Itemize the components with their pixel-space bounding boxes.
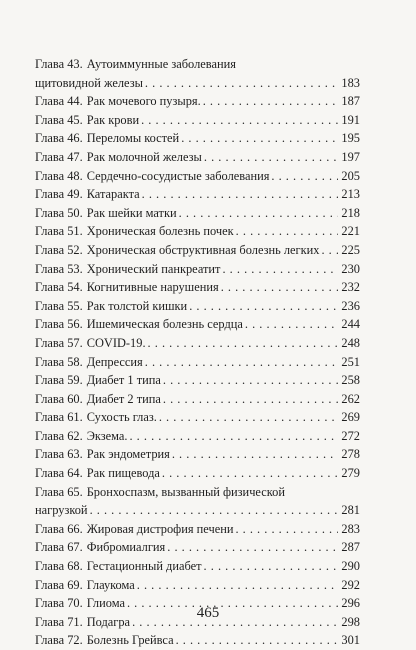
chapter-title: Аутоиммунные заболевания xyxy=(86,57,236,71)
chapter-page: 301 xyxy=(341,633,360,648)
chapter-title: Болезнь Грейвса xyxy=(86,633,174,648)
dot-leader xyxy=(176,631,338,650)
dot-leader xyxy=(222,260,338,279)
chapter-label: Глава 50. xyxy=(35,205,83,220)
toc-line xyxy=(35,501,360,520)
chapter-label: Глава 45. xyxy=(35,112,83,127)
chapter-title: Когнитивные нарушения xyxy=(86,280,219,295)
chapter-label: Глава 62. xyxy=(35,428,83,443)
chapter-title: Рак пищевода xyxy=(86,466,160,481)
toc-line xyxy=(35,241,360,260)
table-of-contents xyxy=(35,55,360,650)
toc-entry xyxy=(35,92,360,111)
chapter-page: 218 xyxy=(341,205,360,220)
dot-leader xyxy=(141,111,338,130)
toc-entry xyxy=(35,241,360,260)
toc-line xyxy=(35,631,360,650)
chapter-title: Рак эндометрия xyxy=(86,447,170,462)
toc-entry xyxy=(35,427,360,446)
toc-line xyxy=(35,74,360,93)
chapter-title-continued: щитовидной железы xyxy=(35,75,143,90)
dot-leader xyxy=(181,129,338,148)
chapter-label: Глава 60. xyxy=(35,391,83,406)
toc-line xyxy=(35,390,360,409)
dot-leader xyxy=(203,92,338,111)
chapter-title: Переломы костей xyxy=(86,131,180,146)
toc-entry xyxy=(35,483,360,520)
chapter-page: 251 xyxy=(341,354,360,369)
toc-entry xyxy=(35,204,360,223)
toc-entry xyxy=(35,353,360,372)
toc-entry xyxy=(35,167,360,186)
chapter-title: Диабет 2 типа xyxy=(86,391,161,406)
chapter-title: Бронхоспазм, вызванный физической xyxy=(86,484,285,499)
chapter-label: Глава 65. xyxy=(35,484,83,499)
toc-line xyxy=(35,353,360,372)
dot-leader xyxy=(162,464,338,483)
chapter-title: Рак молочной железы xyxy=(86,149,202,164)
toc-line xyxy=(35,129,360,148)
dot-leader xyxy=(271,167,338,186)
toc-entry xyxy=(35,315,360,334)
dot-leader xyxy=(137,576,338,595)
chapter-title: Глиома xyxy=(86,596,125,611)
toc-line xyxy=(35,334,360,353)
chapter-page: 292 xyxy=(341,577,360,592)
chapter-label: Глава 58. xyxy=(35,354,83,369)
chapter-page: 272 xyxy=(341,428,360,443)
dot-leader xyxy=(167,538,338,557)
toc-line xyxy=(35,92,360,111)
toc-line xyxy=(35,557,360,576)
chapter-page: 290 xyxy=(341,559,360,574)
chapter-label: Глава 71. xyxy=(35,614,83,629)
toc-line xyxy=(35,576,360,595)
toc-entry xyxy=(35,371,360,390)
chapter-label: Глава 66. xyxy=(35,521,83,536)
chapter-page: 298 xyxy=(341,614,360,629)
toc-entry xyxy=(35,334,360,353)
chapter-page: 279 xyxy=(341,466,360,481)
toc-line xyxy=(35,464,360,483)
chapter-title: Диабет 1 типа xyxy=(86,373,161,388)
dot-leader xyxy=(142,185,338,204)
page-number: 465 xyxy=(196,605,220,621)
chapter-label: Глава 53. xyxy=(35,261,83,276)
dot-leader xyxy=(163,371,338,390)
toc-entry xyxy=(35,55,360,92)
toc-line xyxy=(35,483,360,502)
chapter-label: Глава 44. xyxy=(35,94,83,109)
toc-entry xyxy=(35,557,360,576)
chapter-page: 230 xyxy=(341,261,360,276)
chapter-label: Глава 63. xyxy=(35,447,83,462)
chapter-label: Глава 46. xyxy=(35,131,83,146)
chapter-page: 195 xyxy=(341,131,360,146)
chapter-page: 296 xyxy=(341,596,360,611)
chapter-page: 244 xyxy=(341,317,360,332)
chapter-page: 191 xyxy=(341,112,360,127)
chapter-title: Сухость глаз. xyxy=(86,410,157,425)
chapter-label: Глава 72. xyxy=(35,633,83,648)
chapter-page: 187 xyxy=(341,94,360,109)
chapter-label: Глава 49. xyxy=(35,187,83,202)
chapter-title: Рак шейки матки xyxy=(86,205,177,220)
toc-line xyxy=(35,538,360,557)
toc-entry xyxy=(35,538,360,557)
chapter-title: Рак толстой кишки xyxy=(86,298,188,313)
toc-entry xyxy=(35,390,360,409)
toc-line xyxy=(35,222,360,241)
chapter-title: Фибромиалгия xyxy=(86,540,166,555)
chapter-page: 236 xyxy=(341,298,360,313)
dot-leader xyxy=(236,222,338,241)
toc-entry xyxy=(35,129,360,148)
chapter-label: Глава 47. xyxy=(35,149,83,164)
toc-entry xyxy=(35,222,360,241)
dot-leader xyxy=(148,334,338,353)
toc-entry xyxy=(35,445,360,464)
toc-line xyxy=(35,445,360,464)
toc-entry xyxy=(35,260,360,279)
toc-line xyxy=(35,148,360,167)
chapter-label: Глава 67. xyxy=(35,540,83,555)
chapter-title: Хронический панкреатит xyxy=(86,261,221,276)
dot-leader xyxy=(129,427,338,446)
dot-leader xyxy=(321,241,338,260)
chapter-label: Глава 54. xyxy=(35,280,83,295)
chapter-page: 281 xyxy=(341,503,360,518)
dot-leader xyxy=(245,315,338,334)
chapter-page: 278 xyxy=(341,447,360,462)
dot-leader xyxy=(235,520,338,539)
dot-leader xyxy=(163,390,338,409)
chapter-page: 183 xyxy=(341,75,360,90)
chapter-label: Глава 69. xyxy=(35,577,83,592)
toc-entry xyxy=(35,408,360,427)
chapter-title-continued: нагрузкой xyxy=(35,503,88,518)
dot-leader xyxy=(172,445,338,464)
chapter-title: COVID-19. xyxy=(86,335,146,350)
dot-leader xyxy=(179,204,338,223)
chapter-page: 197 xyxy=(341,149,360,164)
chapter-label: Глава 56. xyxy=(35,317,83,332)
dot-leader xyxy=(159,408,338,427)
chapter-title: Сердечно-сосудистые заболевания xyxy=(86,168,270,183)
toc-entry xyxy=(35,297,360,316)
dot-leader xyxy=(204,148,338,167)
toc-line xyxy=(35,111,360,130)
chapter-title: Рак мочевого пузыря. xyxy=(86,94,201,109)
chapter-title: Экзема. xyxy=(86,428,128,443)
dot-leader xyxy=(189,297,338,316)
chapter-title: Рак крови xyxy=(86,112,140,127)
chapter-title: Ишемическая болезнь сердца xyxy=(86,317,243,332)
toc-entry xyxy=(35,185,360,204)
chapter-label: Глава 57. xyxy=(35,335,83,350)
toc-entry xyxy=(35,111,360,130)
chapter-label: Глава 55. xyxy=(35,298,83,313)
chapter-title: Депрессия xyxy=(86,354,143,369)
chapter-title: Глаукома xyxy=(86,577,135,592)
chapter-title: Гестационный диабет xyxy=(86,559,202,574)
dot-leader xyxy=(145,74,338,93)
chapter-label: Глава 59. xyxy=(35,373,83,388)
chapter-page: 248 xyxy=(341,335,360,350)
toc-line xyxy=(35,427,360,446)
chapter-title: Жировая дистрофия печени xyxy=(86,521,234,536)
chapter-page: 232 xyxy=(341,280,360,295)
dot-leader xyxy=(90,501,338,520)
chapter-title: Хроническая обструктивная болезнь легких xyxy=(86,242,320,257)
chapter-page: 262 xyxy=(341,391,360,406)
toc-entry xyxy=(35,631,360,650)
toc-line xyxy=(35,278,360,297)
chapter-page: 205 xyxy=(341,168,360,183)
chapter-label: Глава 64. xyxy=(35,466,83,481)
chapter-page: 287 xyxy=(341,540,360,555)
toc-entry xyxy=(35,278,360,297)
chapter-title: Подагра xyxy=(86,614,131,629)
chapter-page: 213 xyxy=(341,187,360,202)
toc-line xyxy=(35,185,360,204)
toc-entry xyxy=(35,148,360,167)
toc-line xyxy=(35,297,360,316)
chapter-label: Глава 48. xyxy=(35,168,83,183)
toc-line xyxy=(35,167,360,186)
chapter-label: Глава 52. xyxy=(35,242,83,257)
chapter-label: Глава 68. xyxy=(35,559,83,574)
toc-line xyxy=(35,408,360,427)
chapter-title: Катаракта xyxy=(86,187,140,202)
chapter-label: Глава 61. xyxy=(35,410,83,425)
chapter-label: Глава 51. xyxy=(35,224,83,239)
chapter-page: 221 xyxy=(341,224,360,239)
toc-line xyxy=(35,371,360,390)
dot-leader xyxy=(204,557,338,576)
dot-leader xyxy=(221,278,338,297)
chapter-page: 225 xyxy=(341,242,360,257)
chapter-page: 258 xyxy=(341,373,360,388)
chapter-label: Глава 70. xyxy=(35,596,83,611)
toc-line xyxy=(35,204,360,223)
chapter-page: 269 xyxy=(341,410,360,425)
toc-line xyxy=(35,55,360,74)
chapter-label: Глава 43. xyxy=(35,57,83,71)
toc-line xyxy=(35,315,360,334)
toc-line xyxy=(35,520,360,539)
toc-line xyxy=(35,260,360,279)
dot-leader xyxy=(145,353,338,372)
toc-entry xyxy=(35,464,360,483)
toc-entry xyxy=(35,520,360,539)
chapter-title: Хроническая болезнь почек xyxy=(86,224,234,239)
toc-entry xyxy=(35,576,360,595)
chapter-page: 283 xyxy=(341,521,360,536)
